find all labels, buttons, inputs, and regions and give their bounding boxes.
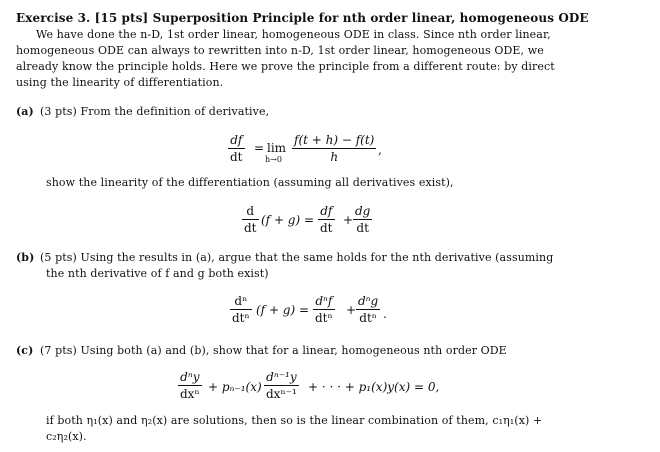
- fraction-denominator: dt: [230, 150, 243, 164]
- intro-line-3: already know the principle holds. Here we prove the principle from a different route: by direct: [16, 60, 555, 73]
- intro-line-1: We have done the n-D, 1st order linear, homogeneous ODE in class. Since nth order linear,: [36, 28, 551, 41]
- part-a-text: (3 pts) From the definition of derivative,: [40, 105, 270, 118]
- lim-subscript: h→0: [265, 155, 282, 164]
- dn-1y-dxn-1-fraction: dⁿ⁻¹y dxⁿ⁻¹: [266, 370, 297, 401]
- part-c-line-1: if both η₁(x) and η₂(x) are solutions, then so is the linear combination of them, c₁η₁(x) +: [46, 414, 543, 427]
- fraction-numerator: f(t + h) − f(t): [294, 133, 375, 147]
- dny-dxn-fraction: dⁿy dxⁿ: [180, 370, 200, 401]
- df-dt-fraction: [228, 133, 245, 164]
- dnf-dtn-fraction: dⁿf dtⁿ: [315, 294, 333, 325]
- intro-line-4: using the linearity of differentiation.: [16, 76, 224, 89]
- d-dt-fraction: d dt: [244, 204, 257, 235]
- part-a-label: (a): [16, 105, 34, 118]
- part-b-label: (b): [16, 251, 35, 264]
- dg-dt-fraction: dg dt: [355, 204, 371, 235]
- part-b-line-1: (5 pts) Using the results in (a), argue that the same holds for the nth derivative (assuming: [40, 251, 554, 264]
- part-b-line-2: the nth derivative of f and g both exist): [46, 267, 269, 280]
- part-c-label: (c): [16, 344, 34, 357]
- intro-line-2: homogeneous ODE can always to rewritten into n-D, 1st order linear, homogeneous ODE, we: [16, 44, 544, 57]
- fraction-denominator: h: [330, 150, 339, 164]
- difference-quotient: [292, 133, 376, 164]
- exercise-title: Exercise 3. [15 pts] Superposition Principle for nth order linear, homogeneous ODE: [16, 11, 589, 25]
- linearity-equation: d dt (f + g) = df dt + dg dt: [244, 204, 371, 235]
- dng-dtn-fraction: dⁿg dtⁿ: [358, 294, 379, 325]
- nth-order-ode-equation: dⁿy dxⁿ + pₙ₋₁(x) dⁿ⁻¹y dxⁿ⁻¹ + · · · + p₁(x)y(x) = 0,: [180, 370, 440, 401]
- fraction-numerator: df: [230, 133, 243, 147]
- nth-derivative-linearity-equation: dⁿ dtⁿ (f + g) = dⁿf dtⁿ + dⁿg dtⁿ .: [232, 294, 387, 325]
- df-dt-fraction: df dt: [320, 204, 333, 235]
- part-a-text-2: show the linearity of the differentiation (assuming all derivatives exist),: [46, 176, 454, 189]
- part-c-line-2: c₂η₂(x).: [46, 430, 87, 443]
- lim-operator: lim: [267, 141, 287, 155]
- part-c-text: (7 pts) Using both (a) and (b), show that for a linear, homogeneous nth order ODE: [40, 344, 507, 357]
- derivative-definition-equation: df dt = lim h→0 f(t + h) − f(t) h ,: [230, 133, 382, 164]
- dn-dtn-fraction: dⁿ dtⁿ: [232, 294, 250, 325]
